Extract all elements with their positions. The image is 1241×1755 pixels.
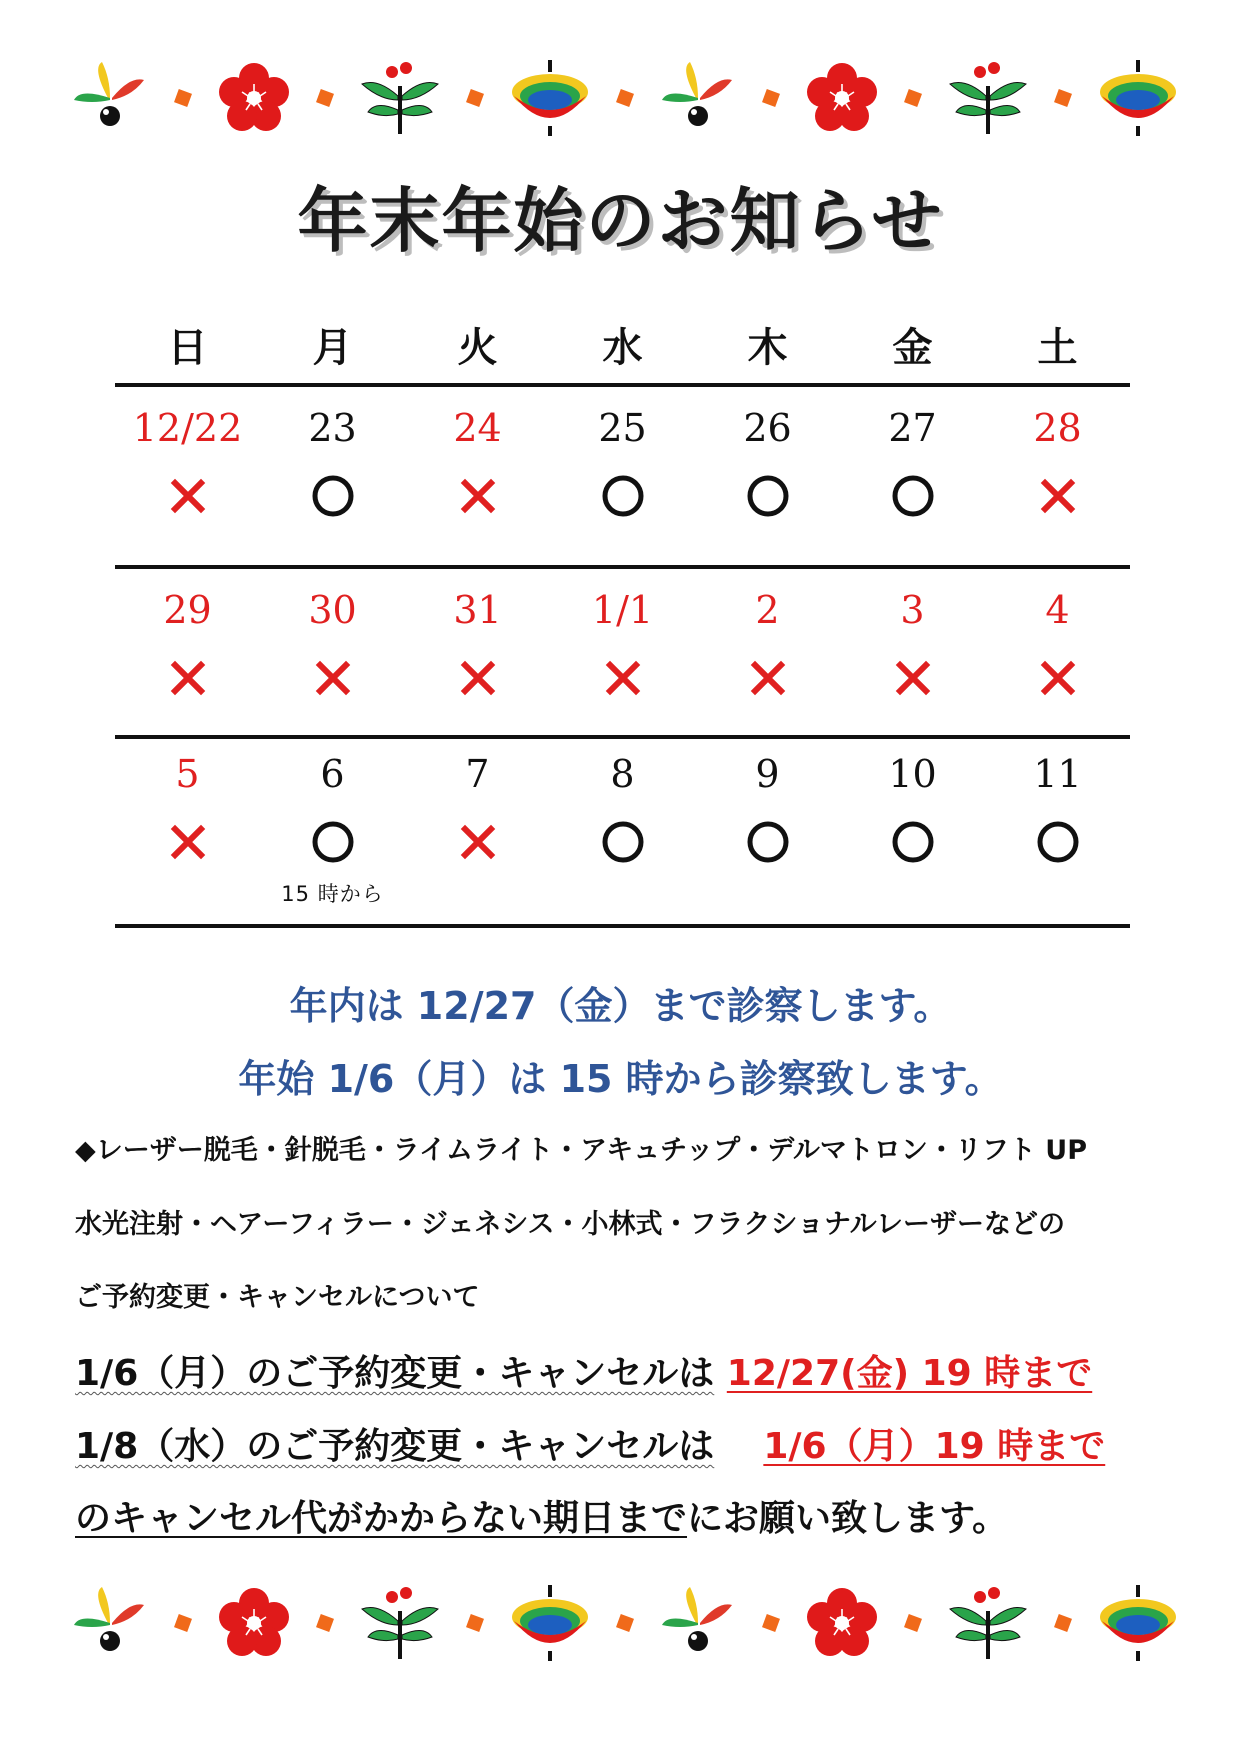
day-date: 31 [453,588,502,632]
open-circle-icon [840,463,985,528]
pine-icon [70,1583,150,1667]
plum-blossom-icon [216,1585,292,1665]
closed-cross-icon [985,463,1130,528]
plum-blossom-icon [216,60,292,140]
day-date: 11 [1033,752,1082,796]
day-note [550,528,695,568]
weekday-wed: 水 [602,324,643,371]
spinning-top-icon [508,56,592,144]
orange-square-icon [173,88,193,112]
orange-square-icon [903,1613,923,1637]
spinning-top-icon [508,1581,592,1669]
day-date: 7 [465,752,490,796]
day-date: 12/22 [132,406,243,450]
day-date: 26 [743,406,792,450]
deadline-line-1 [75,1345,1185,1396]
day-date: 24 [453,406,502,450]
open-circle-icon [260,463,405,528]
week-notes [115,528,1130,543]
weekday-sun: 日 [167,324,208,371]
calendar-week [115,569,1130,725]
day-date: 9 [755,752,780,796]
day-date: 6 [320,752,345,796]
open-circle-icon [840,809,985,874]
day-note [405,528,550,568]
orange-square-icon [315,1613,335,1637]
week-dates [115,575,1130,645]
day-date: 3 [900,588,925,632]
closing-line [75,1490,1185,1541]
pine-icon [70,58,150,142]
plum-blossom-icon [804,60,880,140]
closed-cross-icon [985,645,1130,710]
closed-cross-icon [405,809,550,874]
day-note [115,874,260,914]
orange-square-icon [465,1613,485,1637]
day-date: 10 [888,752,937,796]
bamboo-icon [358,1581,442,1669]
closed-cross-icon [695,645,840,710]
open-circle-icon [550,463,695,528]
notice-new-year: 年始 1/6（月）は 15 時から診察致します。 [238,1057,1003,1101]
day-date: 4 [1045,588,1070,632]
deadline-2-prefix: 1/8（水）のご予約変更・キャンセルは [75,1426,715,1467]
day-date: 23 [308,406,357,450]
day-note [840,874,985,914]
day-date: 25 [598,406,647,450]
closed-cross-icon [115,809,260,874]
orange-square-icon [1053,88,1073,112]
closed-cross-icon [405,463,550,528]
day-date: 2 [755,588,780,632]
calendar-week [115,387,1130,543]
open-circle-icon [695,463,840,528]
orange-square-icon [173,1613,193,1637]
deadline-line-2 [75,1418,1185,1469]
bamboo-icon [946,1581,1030,1669]
weekday-mon: 月 [312,324,353,371]
day-date: 29 [163,588,212,632]
closed-cross-icon [115,463,260,528]
closed-cross-icon [115,645,260,710]
orange-square-icon [761,1613,781,1637]
treatments-line-1: ◆レーザー脱毛・針脱毛・ライムライト・アキュチップ・デルマトロン・リフト UP [75,1135,1088,1166]
deadline-2-date: 1/6（月）19 時まで [763,1426,1106,1467]
closing-underlined: のキャンセル代がかからない期日まで [75,1498,688,1539]
open-circle-icon [550,809,695,874]
day-note [550,874,695,914]
calendar [115,305,1130,928]
decor-border-top [70,50,1180,150]
day-date: 27 [888,406,937,450]
page-title: 年末年始のお知らせ [297,180,944,262]
week-notes [115,874,1130,924]
closed-cross-icon [840,645,985,710]
day-date: 1/1 [591,588,654,632]
bamboo-icon [946,56,1030,144]
week-notes [115,710,1130,725]
day-note [840,528,985,568]
day-date: 28 [1033,406,1082,450]
pine-icon [658,58,738,142]
notice-year-end: 年内は 12/27（金）まで診察します。 [289,984,952,1028]
week-marks [115,463,1130,528]
day-note [115,528,260,568]
orange-square-icon [465,88,485,112]
day-note [985,874,1130,914]
day-date: 5 [175,752,200,796]
weekday-thu: 木 [747,324,788,371]
day-date: 8 [610,752,635,796]
closed-cross-icon [260,645,405,710]
day-note [260,528,405,568]
week-marks [115,809,1130,874]
pine-icon [658,1583,738,1667]
spinning-top-icon [1096,56,1180,144]
calendar-weeks [115,387,1130,928]
week-marks [115,645,1130,710]
orange-square-icon [761,88,781,112]
day-note [695,874,840,914]
treatments-line-3: ご予約変更・キャンセルについて [75,1282,480,1313]
decor-border-bottom [70,1575,1180,1675]
bamboo-icon [358,56,442,144]
open-circle-icon [695,809,840,874]
day-date: 30 [308,588,357,632]
day-note [405,874,550,914]
weekday-fri: 金 [892,324,933,371]
deadline-1-date: 12/27(金) 19 時まで [726,1353,1093,1394]
week-dates [115,739,1130,809]
weekday-header [115,305,1130,383]
orange-square-icon [315,88,335,112]
calendar-week [115,739,1130,924]
closed-cross-icon [405,645,550,710]
week-dates [115,393,1130,463]
plum-blossom-icon [804,1585,880,1665]
orange-square-icon [615,88,635,112]
day-note [985,528,1130,568]
day-note [695,528,840,568]
orange-square-icon [1053,1613,1073,1637]
spinning-top-icon [1096,1581,1180,1669]
open-circle-icon [985,809,1130,874]
deadline-1-prefix: 1/6（月）のご予約変更・キャンセルは [75,1353,715,1394]
weekday-tue: 火 [457,324,498,371]
open-circle-icon [260,809,405,874]
weekday-sat: 土 [1037,324,1078,371]
calendar-rule [115,924,1130,928]
day-note: 15 時から [281,882,384,906]
closed-cross-icon [550,645,695,710]
orange-square-icon [903,88,923,112]
closing-rest: にお願い致します。 [687,1498,1009,1539]
treatments-line-2: 水光注射・ヘアーフィラー・ジェネシス・小林式・フラクショナルレーザーなどの [75,1209,1065,1240]
orange-square-icon [615,1613,635,1637]
